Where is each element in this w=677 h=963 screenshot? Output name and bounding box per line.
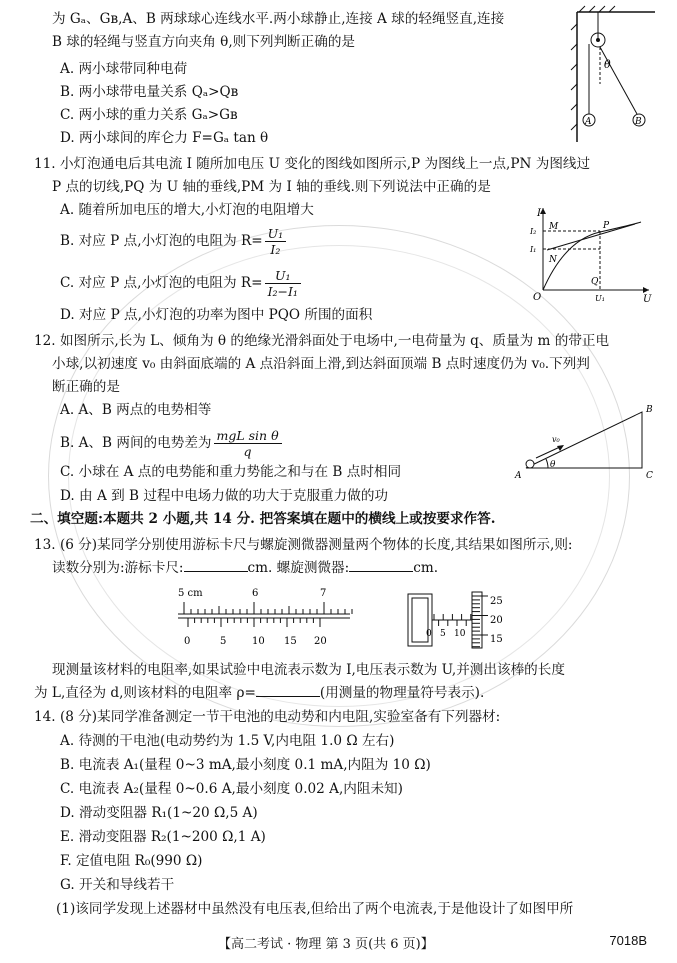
q13-vernier-label-10: 10 bbox=[252, 636, 265, 647]
q11-iu-graph bbox=[525, 204, 655, 304]
q12-stem-line1: 12. 如图所示,长为 L、倾角为 θ 的绝缘光滑斜面处于电场中,一电荷量为 q、质量为 m 的带正电 bbox=[34, 333, 610, 349]
q10-option-b: B. 两小球带电量关系 Qₐ>Qʙ bbox=[60, 84, 239, 100]
q13-vernier-label-5: 5 bbox=[220, 636, 227, 647]
q11-stem-line2: P 点的切线,PQ 为 U 轴的垂线,PM 为 I 轴的垂线.则下列说法中正确的是 bbox=[52, 179, 491, 195]
q11-graph-i1: I₁ bbox=[530, 245, 537, 254]
q14-item-b: B. 电流表 A₁(量程 0~3 mA,最小刻度 0.1 mA,内阻为 10 Ω) bbox=[60, 757, 431, 773]
q13-caliper-answer-blank[interactable] bbox=[184, 559, 248, 572]
q12-option-b-denominator: q bbox=[243, 444, 252, 459]
q13-thimble-label-20: 20 bbox=[490, 615, 503, 626]
q13-micrometer-figure bbox=[404, 590, 512, 650]
q13-thimble-label-15: 15 bbox=[490, 634, 503, 645]
q14-stem: 14. (8 分)某同学准备测定一节干电池的电动势和内电阻,实验室备有下列器材: bbox=[34, 709, 501, 725]
q11-graph-i-axis: I bbox=[537, 208, 541, 219]
q13-reading-prefix: 读数分别为:游标卡尺: bbox=[52, 560, 184, 576]
q10-option-d: D. 两小球间的库仑力 F=Gₐ tan θ bbox=[60, 130, 269, 146]
q11-option-c-numerator: U₁ bbox=[265, 268, 301, 284]
q13-resistivity-end: (用测量的物理量符号表示). bbox=[319, 685, 485, 701]
q13-reading-mid: cm. 螺旋测微器: bbox=[247, 560, 350, 576]
q12-fig-v0-label: v₀ bbox=[552, 435, 560, 444]
q13-caliper-main-label-5: 5 cm bbox=[178, 588, 203, 599]
q12-option-a: A. A、B 两点的电势相等 bbox=[60, 402, 212, 418]
q13-vernier-label-0: 0 bbox=[184, 636, 191, 647]
q12-option-b-fraction bbox=[214, 428, 282, 459]
q10-fig-ball-b-label: B bbox=[635, 117, 642, 127]
q14-part-1: (1)该同学发现上述器材中虽然没有电压表,但给出了两个电流表,于是他设计了如图甲所 bbox=[56, 901, 574, 917]
q14-item-c: C. 电流表 A₂(量程 0~0.6 A,最小刻度 0.02 A,内阻未知) bbox=[60, 781, 403, 797]
q14-item-g: G. 开关和导线若干 bbox=[60, 877, 175, 893]
q12-option-c: C. 小球在 A 点的电势能和重力势能之和与在 B 点时相同 bbox=[60, 464, 402, 480]
q12-fig-c-label: C bbox=[646, 471, 653, 481]
q10-fig-theta-label: θ bbox=[604, 58, 611, 71]
q11-graph-u1: U₁ bbox=[595, 294, 605, 303]
q12-option-b bbox=[60, 428, 282, 459]
q13-reading-end: cm. bbox=[413, 560, 439, 576]
q11-graph-n: N bbox=[549, 255, 557, 265]
q12-fig-a-label: A bbox=[515, 471, 522, 481]
q13-resistivity-answer-blank[interactable] bbox=[256, 684, 320, 697]
q13-vernier-label-15: 15 bbox=[284, 636, 297, 647]
q10-option-c: C. 两小球的重力关系 Gₐ>Gʙ bbox=[60, 107, 238, 123]
q14-item-a: A. 待测的干电池(电动势约为 1.5 V,内电阻 1.0 Ω 左右) bbox=[60, 733, 395, 749]
q11-graph-origin: O bbox=[533, 292, 542, 303]
q13-vernier-caliper-figure bbox=[174, 584, 354, 648]
q13-stem-line1: 13. (6 分)某同学分别使用游标卡尺与螺旋测微器测量两个物体的长度,其结果如图所示,则: bbox=[34, 537, 573, 553]
footer-exam-info: 【高二考试 · 物理 第 3 页(共 6 页)】 bbox=[218, 937, 434, 952]
q11-option-b-fraction bbox=[265, 226, 287, 257]
q13-resistivity-prefix: 为 L,直径为 d,则该材料的电阻率 ρ= bbox=[34, 685, 256, 701]
q14-item-d: D. 滑动变阻器 R₁(1~20 Ω,5 A) bbox=[60, 805, 258, 821]
q12-incline-figure bbox=[512, 402, 662, 482]
q13-vernier-label-20: 20 bbox=[314, 636, 327, 647]
q13-caliper-main-label-6: 6 bbox=[252, 588, 259, 599]
q10-fig-ball-a-label: A bbox=[585, 117, 592, 127]
q10-option-a: A. 两小球带同种电荷 bbox=[60, 61, 188, 77]
footer-paper-code: 7018B bbox=[609, 933, 647, 948]
q13-caliper-main-label-7: 7 bbox=[320, 588, 327, 599]
q11-option-d: D. 对应 P 点,小灯泡的功率为图中 PQO 所围的面积 bbox=[60, 307, 373, 323]
q13-resistivity-line2 bbox=[34, 684, 484, 702]
q12-option-d: D. 由 A 到 B 过程中电场力做的功大于克服重力做的功 bbox=[60, 488, 389, 504]
q12-option-b-text: B. A、B 两间的电势差为 bbox=[60, 435, 212, 451]
q11-option-c-denominator: I₂−I₁ bbox=[267, 284, 298, 299]
q13-thimble-label-25: 25 bbox=[490, 596, 503, 607]
q11-graph-p: P bbox=[603, 221, 610, 231]
q10-stem-line2: B 球的轻绳与竖直方向夹角 θ,则下列判断正确的是 bbox=[52, 34, 356, 50]
q11-graph-u-axis: U bbox=[643, 294, 652, 304]
q12-option-b-numerator: mgL sin θ bbox=[214, 428, 282, 444]
q13-sleeve-label-0: 0 bbox=[426, 629, 432, 639]
q11-option-a: A. 随着所加电压的增大,小灯泡的电阻增大 bbox=[60, 202, 314, 218]
q14-item-f: F. 定值电阻 R₀(990 Ω) bbox=[60, 853, 203, 869]
q13-sleeve-label-5: 5 bbox=[440, 629, 446, 639]
q11-graph-i2: I₂ bbox=[530, 227, 537, 236]
q11-option-c-text: C. 对应 P 点,小灯泡的电阻为 R= bbox=[60, 275, 263, 291]
q12-stem-line2: 小球,以初速度 v₀ 由斜面底端的 A 点沿斜面上滑,到达斜面顶端 B 点时速度仍为 v₀.下列判 bbox=[52, 356, 590, 372]
q11-graph-m: M bbox=[549, 222, 559, 232]
q11-option-b-denominator: I₂ bbox=[270, 242, 281, 257]
q13-sleeve-label-10: 10 bbox=[454, 629, 466, 639]
q11-option-c-fraction bbox=[265, 268, 301, 299]
q13-resistivity-line1: 现测量该材料的电阻率,如果试验中电流表示数为 I,电压表示数为 U,并测出该棒的长度 bbox=[52, 662, 565, 678]
q12-stem-line3: 断正确的是 bbox=[52, 379, 120, 395]
q13-micrometer-answer-blank[interactable] bbox=[349, 559, 413, 572]
q13-reading-line bbox=[52, 559, 438, 577]
q10-pendulum-figure bbox=[565, 4, 661, 144]
q10-stem-line1: 为 Gₐ、Gʙ,A、B 两球球心连线水平.两小球静止,连接 A 球的轻绳竖直,连接 bbox=[52, 11, 505, 27]
q11-stem-line1: 11. 小灯泡通电后其电流 I 随所加电压 U 变化的图线如图所示,P 为图线上一点,PN 为图线过 bbox=[34, 156, 591, 172]
q12-fig-b-label: B bbox=[646, 405, 653, 415]
q11-option-b bbox=[60, 226, 286, 257]
q11-option-b-numerator: U₁ bbox=[265, 226, 287, 242]
q12-fig-theta-label: θ bbox=[550, 460, 556, 470]
q14-item-e: E. 滑动变阻器 R₂(1~200 Ω,1 A) bbox=[60, 829, 266, 845]
section-2-heading: 二、填空题:本题共 2 小题,共 14 分. 把答案填在题中的横线上或按要求作答. bbox=[30, 511, 496, 527]
q11-graph-q: Q bbox=[591, 277, 599, 287]
q11-option-c bbox=[60, 268, 301, 299]
q11-option-b-text: B. 对应 P 点,小灯泡的电阻为 R= bbox=[60, 233, 263, 249]
